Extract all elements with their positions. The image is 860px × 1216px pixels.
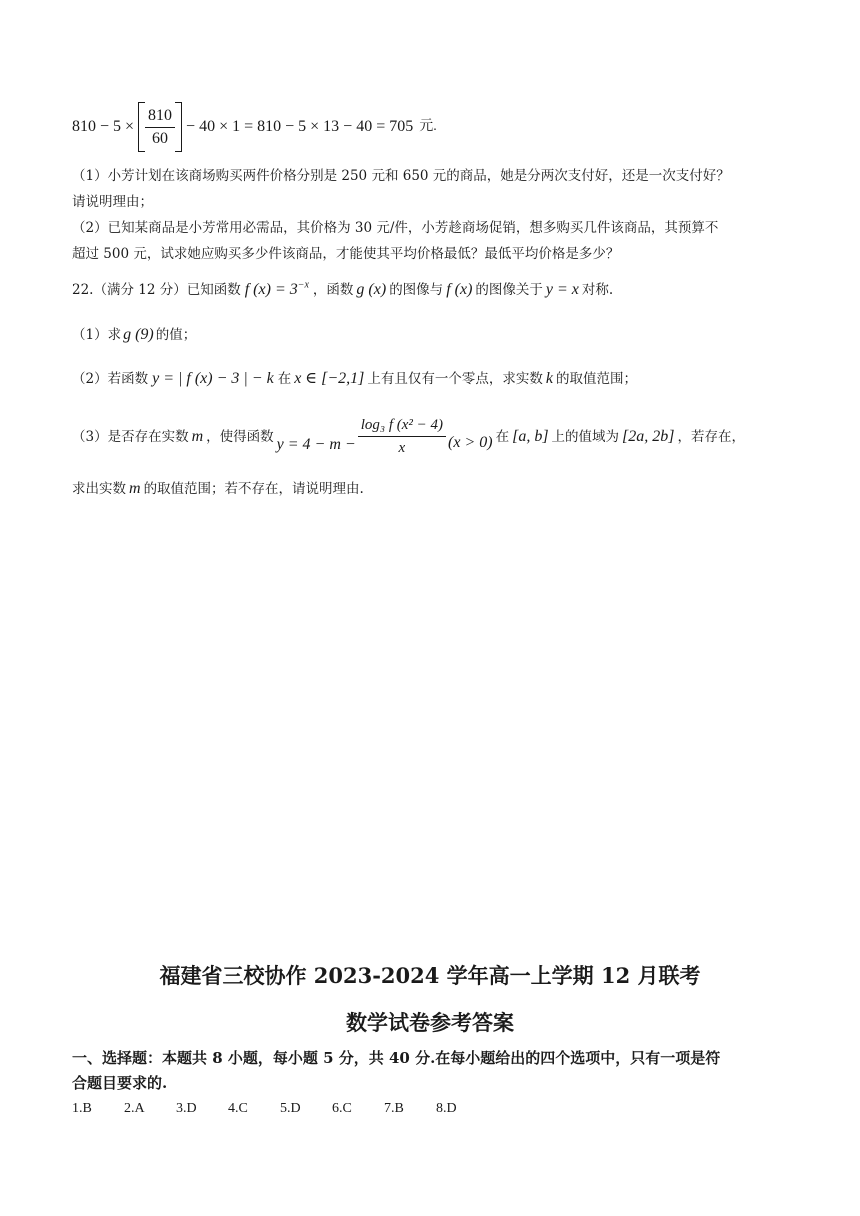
q22-p3-m: m <box>191 427 204 445</box>
answers-row <box>72 1099 488 1119</box>
calculation-line <box>72 102 437 152</box>
q21-part2-line1: （2）已知某商品是小芳常用必需品，其价格为 30 元/件，小芳趁商场促销，想多购买几件该商品，其预算不 <box>72 220 719 236</box>
bracket-left <box>138 102 145 152</box>
q22-fx-exponent: −x <box>297 279 309 291</box>
q22-mid2: 的图像与 <box>389 282 444 298</box>
answer-6: 6.C <box>332 1101 352 1116</box>
q22-part3-line2 <box>72 479 364 499</box>
q22-gx: g (x) <box>356 281 387 298</box>
q22-p3-range-text: 上的值域为 <box>551 428 620 445</box>
q22-p3-numerator: log₃ f (x² − 4) <box>358 414 446 437</box>
q22-p3-mid: ，使得函数 <box>206 428 274 445</box>
calc-part1: 810 − 5 × <box>72 118 135 135</box>
q22-end: 对称. <box>581 282 614 298</box>
q22-p3-range: [2a, 2b] <box>622 427 675 445</box>
answer-1: 1.B <box>72 1101 92 1116</box>
q22-p3-text: （3）是否存在实数 <box>72 428 189 445</box>
calc-part2: − 40 × 1 = 810 − 5 × 13 − 40 = 705 <box>186 118 414 135</box>
q22-lead: 22.（满分 12 分）已知函数 <box>72 282 241 298</box>
q22-fx-definition <box>245 280 309 300</box>
calc-unit: 元. <box>419 119 437 134</box>
q22-p3-condition: (x > 0) <box>448 433 493 451</box>
q22-p2-k: k <box>545 370 553 387</box>
q22-p3-end: ，若存在， <box>677 428 745 445</box>
calc-fraction <box>145 105 175 150</box>
answer-2: 2.A <box>124 1101 145 1116</box>
section1-heading-line2: 合题目要求的. <box>72 1074 168 1092</box>
q22-p1-end: 的值； <box>155 327 197 343</box>
answer-4: 4.C <box>228 1101 248 1116</box>
q22-part1 <box>72 325 196 345</box>
answer-7: 7.B <box>384 1101 404 1116</box>
q21-part2-line2: 超过 500 元，试求她应购买多少件该商品，才能使其平均价格最低？最低平均价格是多少？ <box>72 246 620 262</box>
q22-p2-on: 在 <box>277 371 292 387</box>
answer-5: 5.D <box>280 1101 301 1116</box>
q22-p2-mid: 上有且仅有一个零点，求实数 <box>367 371 543 387</box>
q22-part2 <box>72 369 637 389</box>
answer-3: 3.D <box>176 1101 197 1116</box>
calc-frac-numerator: 810 <box>145 105 175 128</box>
q22-p3-domain: [a, b] <box>512 427 549 445</box>
q22-mid1: ，函数 <box>312 282 354 298</box>
q22-p3-denominator: x <box>398 440 406 456</box>
q22-p2-expression: y = | f (x) − 3 | − k <box>152 370 274 387</box>
q22-p3-line2-b: 的取值范围；若不存在，请说明理由. <box>143 481 364 497</box>
q22-symmetry-line: y = x <box>545 281 579 298</box>
q22-p3-line2-a: 求出实数 <box>72 481 126 497</box>
q22-fx: f (x) <box>446 281 473 298</box>
answer-8: 8.D <box>436 1101 457 1116</box>
q22-part3 <box>72 414 745 459</box>
q22-p1-text: （1）求 <box>72 327 122 343</box>
answer-key-title: 福建省三校协作 2023-2024 学年高一上学期 12 月联考 <box>159 963 701 988</box>
q21-part1-line1: （1）小芳计划在该商场购买两件价格分别是 250 元和 650 元的商品，她是分两次支付好，还是一次支付好？ <box>72 168 730 184</box>
answer-key-subtitle: 数学试卷参考答案 <box>346 1010 514 1035</box>
q22-p1-g9: g (9) <box>123 326 154 343</box>
q22-p3-y: y = 4 − m − <box>276 435 356 453</box>
q22-p2-domain: x ∈ [−2,1] <box>294 370 365 387</box>
q22-fx-def-text: f (x) = 3 <box>244 281 298 298</box>
q22-mid3: 的图像关于 <box>475 282 543 298</box>
calc-frac-denominator: 60 <box>152 129 169 147</box>
q21-part1-line2: 请说明理由； <box>72 194 153 210</box>
q22-p3-fraction <box>358 414 446 459</box>
section1-heading-line1: 一、选择题：本题共 8 小题，每小题 5 分，共 40 分.在每小题给出的四个选项中，只有一项是符 <box>72 1049 721 1067</box>
q22-p2-end: 的取值范围； <box>556 371 637 387</box>
bracket-right <box>175 102 182 152</box>
q22-stem <box>72 280 613 300</box>
q22-p2-text: （2）若函数 <box>72 371 149 387</box>
q22-p3-on: 在 <box>495 428 510 445</box>
q22-p3-line2-m: m <box>129 480 141 497</box>
